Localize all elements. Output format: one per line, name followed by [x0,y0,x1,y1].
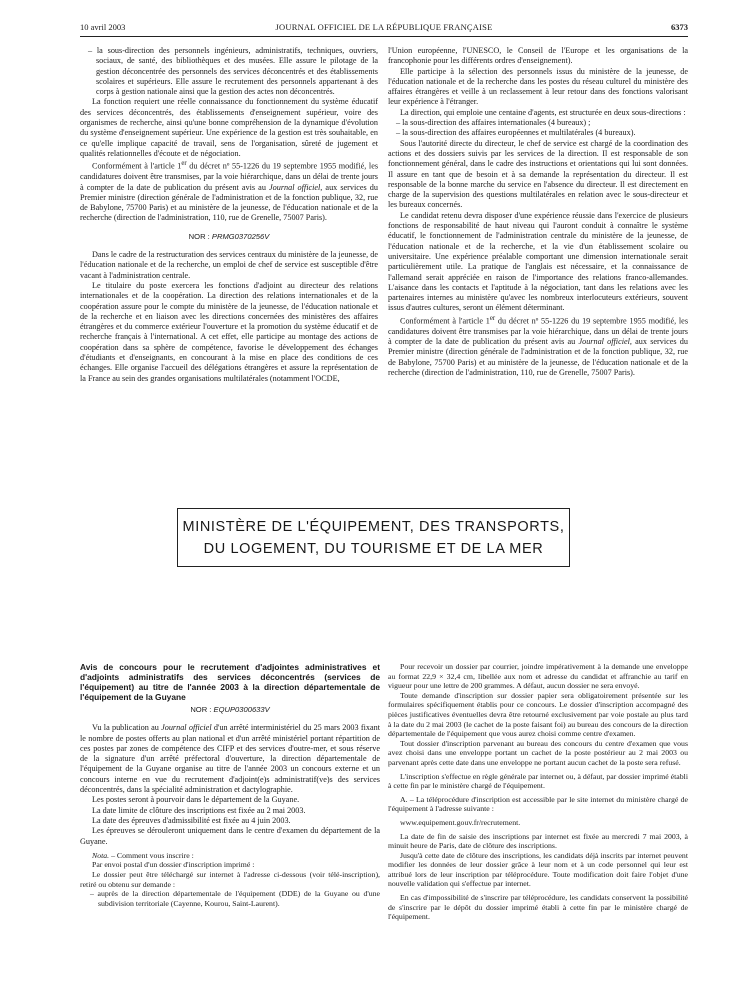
paragraph: La date de fin de saisie des inscriptions par internet est fixée au mercredi 7 mai 2003, à minuit heure de Paris, date de clôture des inscriptions. [388,831,688,851]
paragraph: Pour recevoir un dossier par courrier, joindre impérativement à la demande une enveloppe au format 22,9 × 32,4 cm, libellée aux nom et adresse du candidat et affranchie au tarif en vigueur pour une lettre de 200 grammes. A défaut, aucun dossier ne sera envoyé. [388,662,688,691]
page-header [80,18,688,34]
paragraph: Nota. – Comment vous inscrire : [92,850,194,860]
paragraph: Le dossier peut être téléchargé sur internet à l'adresse ci-dessous (voir télé-inscription), retiré ou obtenu sur demande : [80,870,380,889]
paragraph: Les épreuves se dérouleront uniquement dans le centre d'examen du département de la Guyane. [80,826,380,846]
paragraph: L'inscription s'effectue en règle générale par internet ou, à défaut, par dossier imprimé établi à cette fin par le ministère chargé de l'équipement. [388,771,688,791]
paragraph: A. – La téléprocédure d'inscription est accessible par le site internet du ministère chargé de l'équipement à l'adresse suivante : [388,794,688,814]
right-column-top [388,46,688,494]
nor-reference: NOR : PRMG0370256V [188,231,270,241]
paragraph: La date limite de clôture des inscriptions est fixée au 2 mai 2003. [92,805,306,815]
list-item: – auprès de la direction départementale de l'équipement (DDE) de la Guyane ou d'une subdivision territoriale (Cayenne, Kourou, Saint-Laurent). [90,889,380,908]
left-column-bottom [80,662,380,982]
paragraph: Tout dossier d'inscription parvenant au bureau des concours du centre d'examen que vous avez choisi dans une enveloppe portant un cachet de la poste postérieur au 2 mai 2003 ou parvenant après cette date dans une enveloppe ne portant aucun cachet de la poste sera refusé. [388,738,688,767]
paragraph: La date des épreuves d'admissibilité est fixée au 4 juin 2003. [92,815,291,825]
paragraph: – la sous-direction des personnels ingénieurs, administratifs, techniques, ouvriers, sociaux, de santé, des bibliothèques et des musées. Elle assure le pilotage de la gestion déconcentrée des personnels des services déconcentrés et des établissements scolaires et supérieurs. Elle assure le recrutement des personnels appartenant à des corps à gestion nationale ainsi que la gestion des actes non déconcentrés. [88,46,378,97]
left-column-top [80,46,378,494]
issue-date: 10 avril 2003 [80,22,126,32]
paragraph: La fonction requiert une réelle connaissance du fonctionnement du système éducatif des services déconcentrés, des établissements d'enseignement supérieur, voire des organismes de recherche, ainsi qu'une bonne compréhension de la dynamique d'évolution du système d'enseignement supérieur. Une expérience de la gestion est très souhaitable, en ce qu'elle implique capacité de travail, sens de l'organisation, sûreté de jugement et qualités relationnelles d'écoute et de négociation. [80,97,378,158]
notice-title: Avis de concours pour le recrutement d'adjointes administratives et d'adjoints administratifs des services déconcentrés (services de l'équipement) au titre de l'année 2003 à la direction départementale de l'équipement de la Guyane [80,662,380,702]
paragraph: Sous l'autorité directe du directeur, le chef de service est chargé de la coordination des actions et des dossiers suivis par les services de la direction. Il est responsable de son fonctionnement général, dans le cadre des instructions et orientations qui lui sont données. Il assure en tant que de besoin et à sa demande la représentation du directeur. Il est responsable de la bonne marche du service en l'absence du directeur. Il est directement en charge de la supervision des questions multilatérales en relation avec le sous-directeur et les bureaux concernés. [388,138,688,210]
paragraph: Toute demande d'inscription sur dossier papier sera obligatoirement présentée sur les formulaires spécifiquement établis pour ce concours. Le dossier d'inscription accompagné des pièces justificatives éventuelles devra être retourné exclusivement par voie postale au plus tard à la date du 2 mai 2003 (le cachet de la poste faisant foi) au bureau des concours de la direction départementale de l'équipement que vous aurez choisi comme centre d'examen. [388,690,688,739]
journal-title: JOURNAL OFFICIEL DE LA RÉPUBLIQUE FRANÇAISE [275,22,493,32]
ministry-heading-line-2: DU LOGEMENT, DU TOURISME ET DE LA MER [203,541,544,557]
paragraph: Conformément à l'article 1er du décret nº 55-1226 du 19 septembre 1955 modifié, les candidatures doivent être transmises, par la voie hiérarchique, dans un délai de trente jours à compter de la date de publication du présent avis au Journal officiel, aux services du Premier ministre (direction générale de l'administration et de la fonction publique, 32, rue de Babylone, 75700 Paris) et au ministère de la jeunesse, de l'éducation nationale et de la recherche (direction de l'administration, 110, rue de Grenelle, 75007 Paris). [80,160,378,223]
nor-reference: NOR : EQUP0300633V [190,705,270,714]
paragraph: Les postes seront à pourvoir dans le département de la Guyane. [92,795,300,805]
paragraph: Le candidat retenu devra disposer d'une expérience réussie dans l'exercice de plusieurs fonctions de responsabilité de haut niveau qui l'auront conduit à connaître le système éducatif, le fonctionnement de l'administration centrale du ministère de la jeunesse, de l'éducation nationale et de la recherche, et la vie d'un établissement scolaire ou universitaire. Une expérience préalable comportant une dimension internationale serait particulièrement utile. La pratique de l'anglais est nécessaire, et la connaissance de l'allemand serait appréciée en raison de l'importance des relations franco-allemandes. L'aisance dans les contacts et l'aptitude à la négociation, tant dans les relations avec les partenaires internes au ministère qu'avec les nombreux interlocuteurs extérieurs, souvent issus d'autres cultures, seront un élément déterminant. [388,210,688,313]
paragraph: Vu la publication au Journal officiel d'un arrêté interministériel du 25 mars 2003 fixant le nombre de postes offerts au plan national et d'un arrêté ministériel portant répartition de ces postes par zones de compétence des CIFP et des services d'outre-mer, et sous réserve de la signature d'un arrêté préfectoral d'ouverture, la direction départementale de l'équipement de la Guyane organise au titre de l'année 2003 un concours externe et un concours interne en vue du recrutement d'adjoint(e)s administratif(ve)s des services déconcentrés, dans la spécialité administration et dactylographie. [80,723,380,795]
paragraph: En cas d'impossibilité de s'inscrire par téléprocédure, les candidats conservent la possibilité de s'inscrire par le dépôt du dossier imprimé établi à cette fin par le ministère chargé de l'équipement. [388,893,688,922]
ministry-heading-box [177,508,570,567]
paragraph: l'Union européenne, l'UNESCO, le Conseil de l'Europe et les organisations de la francophonie pour les différents ordres d'enseignement). [388,46,688,66]
paragraph: Elle participe à la sélection des personnels issus du ministère de la jeunesse, de l'éducation nationale et de la recherche dans les postes du réseau culturel du ministère des affaires étrangères et veille à un reclassement à leur retour dans des fonctions valorisant leur expérience à l'étranger. [388,66,688,107]
list-item: – la sous-direction des affaires européennes et multilatérales (4 bureaux). [396,128,636,138]
web-address: www.equipement.gouv.fr/recrutement. [400,817,521,827]
right-column-bottom [388,662,688,984]
page-number: 6373 [671,22,688,32]
paragraph: Le titulaire du poste exercera les fonctions d'adjoint au directeur des relations internationales et de la coopération. La direction des relations internationales et de la coopération assure pour le compte du ministère de la jeunesse, de l'éducation nationale et de la recherche et en liaison avec les directions concernées des ministères des affaires étrangères et du commerce extérieur l'ouverture et la promotion du système éducatif et de recherche français à l'international. A cet effet, elle participe au montage des actions de coopération dans sa sphère de compétence, favorise le développement des échanges d'étudiants et d'enseignants, en concourant à la mise en place des conditions de ces échanges. Elle organise l'accueil des délégations étrangères et assure la représentation de la France au sein des grandes organisations multilatérales (notamment l'OCDE, [80,280,378,383]
list-item: – la sous-direction des affaires internationales (4 bureaux) ; [396,118,591,128]
paragraph: Dans le cadre de la restructuration des services centraux du ministère de la jeunesse, de l'éducation nationale et de la recherche, un emploi de chef de service est susceptible d'être vacant à l'administration centrale. [80,250,378,280]
paragraph: Conformément à l'article 1er du décret nº 55-1226 du 19 septembre 1955 modifié, les candidatures doivent être transmises par la voie hiérarchique, dans un délai de trente jours à compter de la date de publication du présent avis au Journal officiel, aux services du Premier ministre (direction générale de l'administration et de la fonction publique, 32, rue de Babylone, 75700 Paris) et au ministère de la jeunesse, de l'éducation nationale et de la recherche (direction de l'administration, 110, rue de Grenelle, 75007 Paris). [388,314,688,377]
paragraph: Jusqu'à cette date de clôture des inscriptions, les candidats déjà inscrits par internet peuvent modifier les données de leur dossier grâce à leur nom et à un code personnel qui leur est attribué lors de leur inscription par téléprocédure. Toute modification doit faire l'objet d'une nouvelle validation qui s'effectue par internet. [388,850,688,889]
ministry-heading-line-1: MINISTÈRE DE L'ÉQUIPEMENT, DES TRANSPORTS, [182,519,565,535]
header-rule [80,36,688,37]
paragraph: La direction, qui emploie une centaine d'agents, est structurée en deux sous-directions : [400,107,686,117]
paragraph: Par envoi postal d'un dossier d'inscription imprimé : [92,860,255,870]
